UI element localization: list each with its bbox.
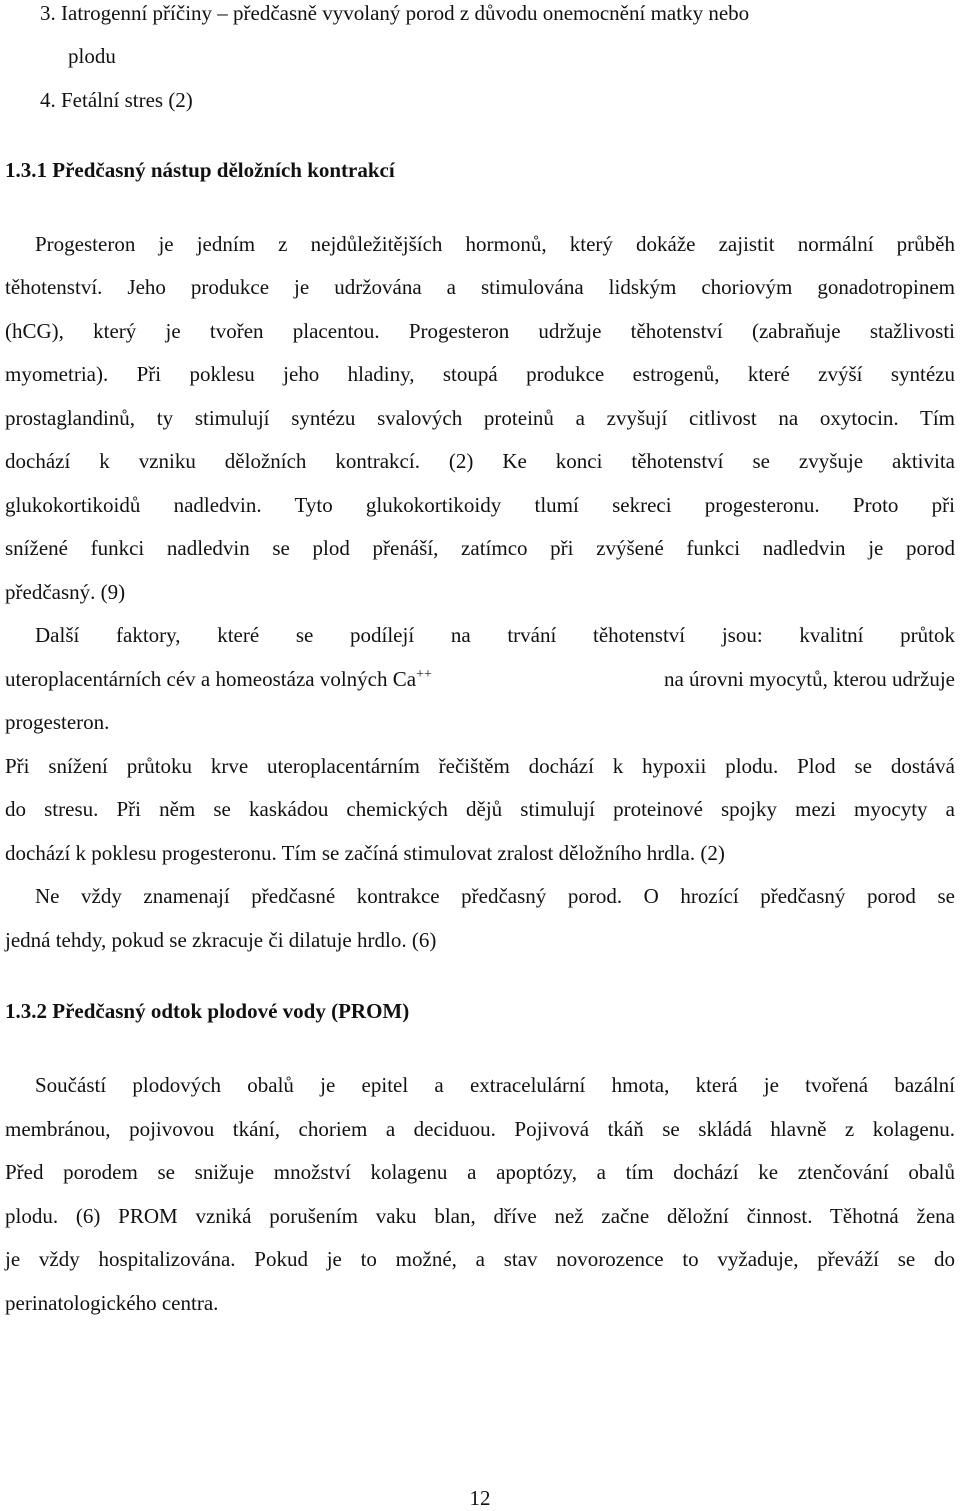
paragraph-line: plodu. (6) PROM vzniká porušením vaku blan, dříve než začne děložní činnost. Těhotná žena	[5, 1204, 955, 1228]
list-item-3-line-1: 3. Iatrogenní příčiny – předčasně vyvolaný porod z důvodu onemocnění matky nebo	[40, 1, 750, 25]
paragraph-line-mixed	[5, 666, 955, 692]
page-number: 12	[469, 1486, 491, 1510]
paragraph-line: Další faktory, které se podílejí na trvání těhotenství jsou: kvalitní průtok	[35, 623, 955, 647]
paragraph-line: membránou, pojivovou tkání, choriem a deciduou. Pojivová tkáň se skládá hlavně z kolagenu.	[5, 1117, 955, 1141]
paragraph-line: Ne vždy znamenají předčasné kontrakce předčasný porod. O hrozící předčasný porod se	[35, 884, 955, 908]
paragraph-line: glukokortikoidů nadledvin. Tyto glukokortikoidy tlumí sekreci progesteronu. Proto při	[5, 493, 955, 517]
paragraph-line: do stresu. Při něm se kaskádou chemických dějů stimulují proteinové spojky mezi myocyty a	[5, 797, 955, 821]
paragraph-line: myometria). Při poklesu jeho hladiny, stoupá produkce estrogenů, které zvýší syntézu	[5, 362, 955, 386]
paragraph-line: Součástí plodových obalů je epitel a extracelulární hmota, která je tvořená bazální	[35, 1073, 955, 1097]
paragraph-line: Před porodem se snižuje množství kolagenu a apoptózy, a tím dochází ke ztenčování obalů	[5, 1160, 955, 1184]
list-item-4: 4. Fetální stres (2)	[40, 88, 193, 112]
paragraph-line-last: dochází k poklesu progesteronu. Tím se začíná stimulovat zralost děložního hrdla. (2)	[5, 841, 725, 865]
paragraph-line-last: perinatologického centra.	[5, 1291, 219, 1315]
list-item-3-line-2: plodu	[68, 44, 116, 68]
paragraph-line: dochází k vzniku děložních kontrakcí. (2) Ke konci těhotenství se zvyšuje aktivita	[5, 449, 955, 473]
paragraph-line: snížené funkci nadledvin se plod přenáší, zatímco při zvýšené funkci nadledvin je porod	[5, 536, 955, 560]
paragraph-segment: na úrovni myocytů, kterou udržuje	[663, 667, 955, 691]
superscript: ++	[416, 667, 432, 682]
paragraph-line: je vždy hospitalizována. Pokud je to možné, a stav novorozence to vyžaduje, převáží se do	[5, 1247, 955, 1271]
paragraph-line-last: progesteron.	[5, 710, 110, 734]
paragraph-line: (hCG), který je tvořen placentou. Progesteron udržuje těhotenství (zabraňuje stažlivosti	[5, 319, 955, 343]
paragraph-line: Při snížení průtoku krve uteroplacentárním řečištěm dochází k hypoxii plodu. Plod se dostává	[5, 754, 955, 778]
paragraph-line: prostaglandinů, ty stimulují syntézu svalových proteinů a zvyšují citlivost na oxytocin. Tím	[5, 406, 955, 430]
paragraph-line: Progesteron je jedním z nejdůležitějších hormonů, který dokáže zajistit normální průběh	[35, 232, 955, 256]
paragraph-segment: uteroplacentárních cév a homeostáza volných Ca++	[5, 667, 432, 691]
section-heading-1-3-2: 1.3.2 Předčasný odtok plodové vody (PROM)	[5, 999, 410, 1023]
section-heading-1-3-1: 1.3.1 Předčasný nástup děložních kontrakcí	[5, 158, 395, 182]
paragraph-line: těhotenství. Jeho produkce je udržována a stimulována lidským choriovým gonadotropinem	[5, 275, 955, 299]
paragraph-line-last: předčasný. (9)	[5, 580, 126, 604]
paragraph-line-last: jedná tehdy, pokud se zkracuje či dilatuje hrdlo. (6)	[5, 928, 437, 952]
